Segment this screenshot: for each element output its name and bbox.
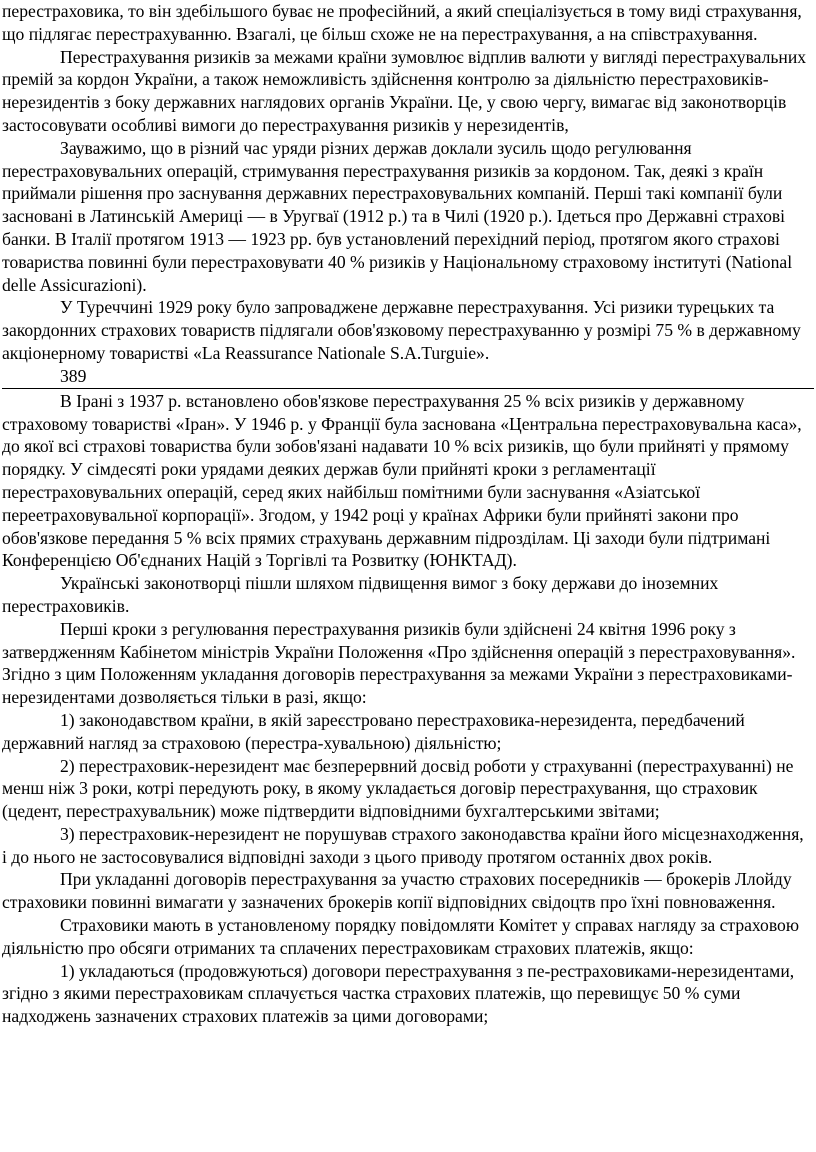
paragraph-ukrainian-lawmakers: Українські законотворці пішли шляхом підвищення вимог з боку держави до іноземних перестраховиків. [2,573,719,616]
paragraph-notification-duty: Страховики мають в установленому порядку повідомляти Комітет у справах нагляду за страховою діяльністю про обсяги отриманих та сплачених перестраховикам страхових платежів, якщо: [2,915,799,958]
paragraph-turkey: У Туреччині 1929 року було запроваджене державне перестрахування. Усі ризики турецьких та закордонних страхових товариств підлягали обов'язковому перестрахуванню у розмірі 75 % в державному акціонерному товаристві «La Reassurance Nationale S.A.Turguie». [2,297,801,363]
paragraph-reinsurance-abroad: Перестрахування ризиків за межами країни зумовлює відплив валюти у вигляді перестрахувальних премій за кордон України, а також неможливість здійснення контролю за діяльністю перестраховиків-нерезидентів з боку державних наглядових органів України. Це, у свою чергу, вимагає від законотворців застосовувати особливі вимоги до перестрахування ризиків у нерезидентів, [2,46,807,135]
paragraph-lloyds-brokers: При укладанні договорів перестрахування за участю страхових посередників — брокерів Ллойду страховики повинні вимагати у зазначених брокерів копії відповідних свідоцтв про їхні повноваження. [2,869,792,913]
paragraph-continuation: перестраховика, то він здебільшого буває не професійний, а який спеціалізується в тому виді страхування, що підлягає перестрахуванню. Взагалі, це більш схоже не на перестрахування, а на співстрахування. [2,1,802,44]
paragraph-state-regulation-history: Зауважимо, що в різний час уряди різних держав доклали зусиль щодо регулювання перестраховувальних операцій, стримування перестрахування ризиків за кордоном. Так, деякі з країн приймали рішення про заснування державних перестраховувальних компаній. Перші такі компанії були засновані в Латинській Америці — в Уругваї (1912 р.) та в Чилі (1920 р.). Ідеться про Державні страхові банки. В Італії протягом 1913 — 1923 рр. був установлений перехідний період, протягом якого страхові товариства повинні були перестраховувати 40 % ризиків у Національному страховому інституті (National delle Assicurazioni). [2,137,793,295]
page-number: 389 [60,365,87,386]
page-divider [2,388,814,389]
list-item-condition-1: 1) законодавством країни, в якій зареєстровано перестраховика-нерезидента, передбачений державний нагляд за страховою (перестра-хувальною) діяльністю; [2,709,745,753]
paragraph-iran-france: В Ірані з 1937 р. встановлено обов'язкове перестрахування 25 % всіх ризиків у державному страховому товаристві «Іран». У 1946 р. у Франції була заснована «Центральна перестраховувальна каса», до якої всі страхові товариства були зобов'язані надавати 10 % всіх ризиків, що були прийняті у прямому порядку. У сімдесяті роки урядами деяких держав були прийняті кроки з регламентації перестраховувальних операцій, серед яких найбільш помітними були заснування «Азіатської переетраховувальної корпорації». Згодом, у 1942 році у країнах Африки були прийняті закони про обов'язкове передання 5 % всіх прямих страхувань державним підрозділам. Ці заходи були підтримані Конференцією Об'єднаних Націй з Торгівлі та Розвитку (ЮНКТАД). [2,390,802,571]
paragraph-first-steps: Перші кроки з регулювання перестрахування ризиків були здійснені 24 квітня 1996 року з затвердженням Кабінетом міністрів України Положення «Про здійснення операцій з перестраховування». Згідно з цим Положенням укладання договорів перестрахування за межами України з перестраховиками-нерезидентами дозволяється тільки в разі, якщо: [2,618,796,708]
list-item-notification-1: 1) укладаються (продовжуються) договори перестрахування з пе-рестраховиками-нерезидентами, згідно з якими перестраховикам сплачується частка страхових платежів, що перевищує 50 % суми надходжень зазначених страхових платежів за цими договорами; [2,960,795,1027]
list-item-condition-3: 3) перестраховик-нерезидент не порушував страхого законодавства країни його місцезнаходження, і до нього не застосовувалися відповідні заходи з цього приводу протягом останніх двох років. [2,823,804,867]
list-item-condition-2: 2) перестраховик-нерезидент має безперервний досвід роботи у страхуванні (перестрахуванні) не менш ніж 3 роки, котрі передують року, в якому укладається договір перестрахування, що страховик (цедент, перестрахувальник) може підтвердити відповідними бухгалтерськими звітами; [2,755,794,822]
